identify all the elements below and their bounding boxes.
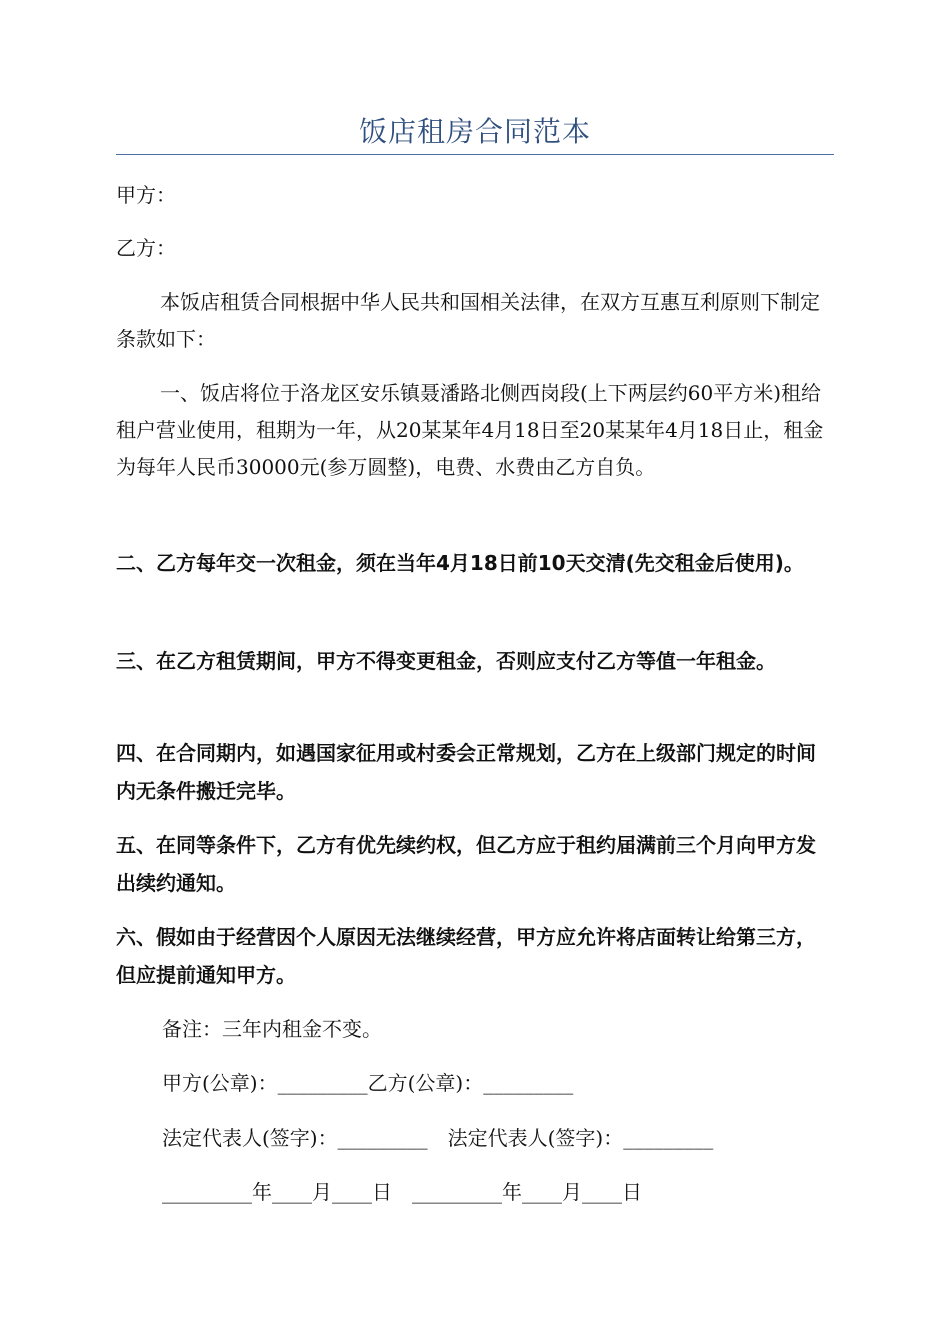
document-title: 饭店租房合同范本	[358, 115, 591, 148]
note-line: 备注：三年内租金不变。	[162, 1017, 382, 1041]
title-underline	[116, 154, 834, 155]
party-a-label: 甲方：	[116, 183, 176, 207]
clause-6: 六、假如由于经营因个人原因无法继续经营，甲方应允许将店面转让给第三方，但应提前通知甲方。	[116, 925, 816, 987]
seal-line: 甲方(公章)：_________乙方(公章)：_________	[162, 1071, 574, 1095]
clause-1: 一、饭店将位于洛龙区安乐镇聂潘路北侧西岗段(上下两层约60平方米)租给租户营业使用，租期为一年，从20某某年4月18日至20某某年4月18日止，租金为每年人民币30000元(参万圆整)，电费、水费由乙方自负。	[116, 381, 824, 479]
intro-paragraph: 本饭店租赁合同根据中华人民共和国相关法律，在双方互惠互利原则下制定条款如下：	[116, 290, 820, 351]
party-b-label: 乙方：	[116, 236, 176, 260]
clause-5: 五、在同等条件下，乙方有优先续约权，但乙方应于租约届满前三个月向甲方发出续约通知。	[116, 833, 816, 895]
clause-4: 四、在合同期内，如遇国家征用或村委会正常规划，乙方在上级部门规定的时间内无条件搬迁完毕。	[116, 741, 816, 803]
clause-2: 二、乙方每年交一次租金，须在当年4月18日前10天交清(先交租金后使用)。	[116, 551, 804, 575]
clause-3: 三、在乙方租赁期间，甲方不得变更租金，否则应支付乙方等值一年租金。	[116, 649, 776, 673]
date-line: _________年____月____日 _________年____月____日	[162, 1180, 642, 1204]
representative-line: 法定代表人(签字)：_________ 法定代表人(签字)：_________	[162, 1126, 714, 1150]
